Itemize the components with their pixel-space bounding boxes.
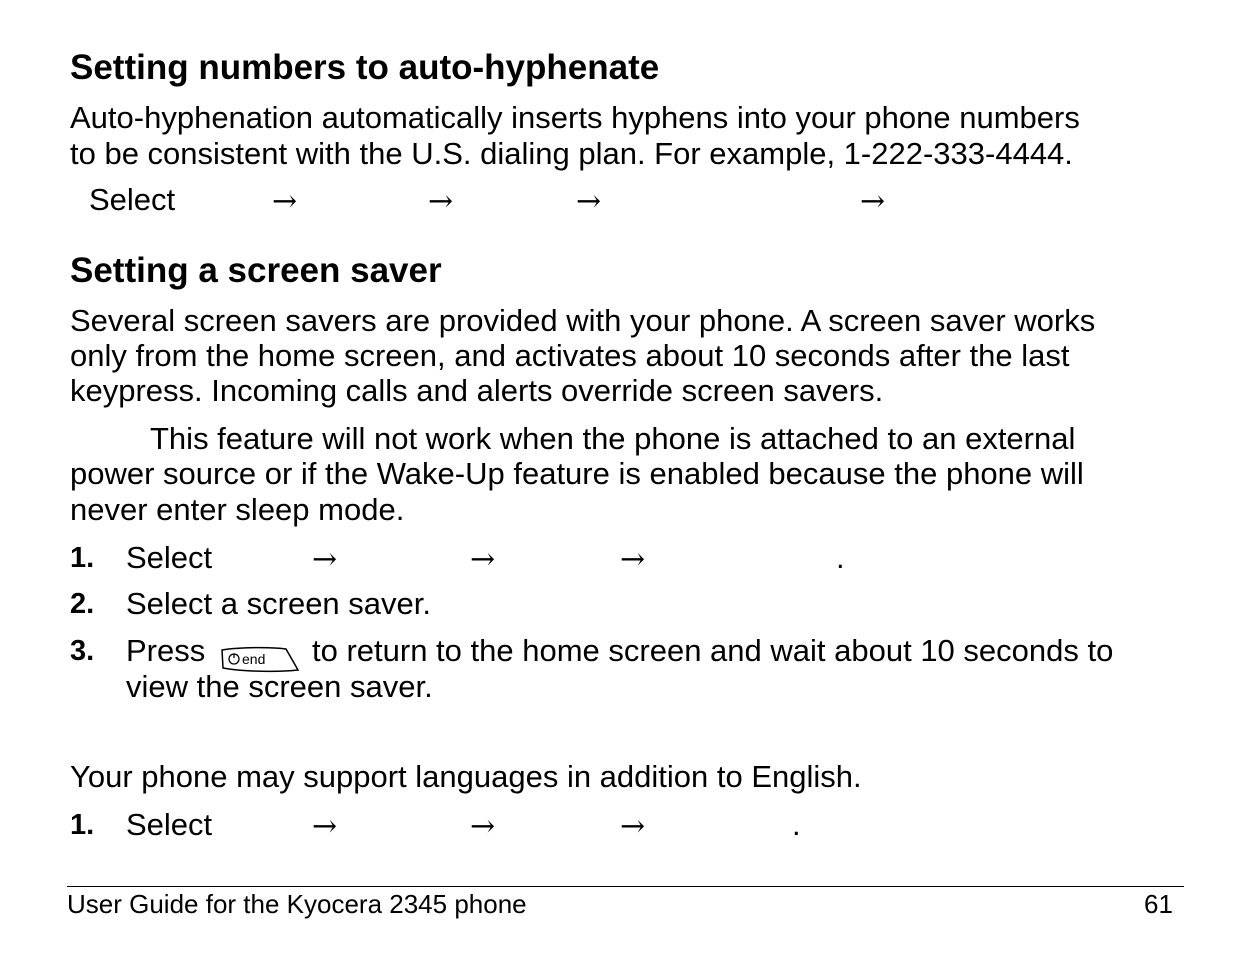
screensaver-note-line-2: power source or if the Wake-Up feature is enabled because the phone will xyxy=(70,456,1084,491)
screensaver-step-1-period: . xyxy=(836,540,845,575)
autohyphen-paragraph-line-2: to be consistent with the U.S. dialing plan. For example, 1-222-333-4444. xyxy=(70,136,1073,171)
footer-divider xyxy=(67,886,1184,887)
screensaver-paragraph-line-3: keypress. Incoming calls and alerts override screen savers. xyxy=(70,373,884,408)
autohyphen-arrow-1: → xyxy=(272,184,298,219)
screensaver-step-2-label: Select a screen saver. xyxy=(126,586,431,621)
screensaver-step-1-arrow-3: → xyxy=(620,542,646,577)
language-step-1-label: Select xyxy=(126,807,213,842)
screensaver-step-1-arrow-2: → xyxy=(470,542,496,577)
language-step-1-arrow-3: → xyxy=(620,809,646,844)
screensaver-note-line-1: This feature will not work when the phone is attached to an external xyxy=(150,421,1076,456)
screensaver-step-1-label: Select xyxy=(126,540,213,575)
autohyphen-arrow-4: → xyxy=(860,184,886,219)
autohyphen-paragraph-line-1: Auto-hyphenation automatically inserts hyphens into your phone numbers xyxy=(70,100,1080,135)
screensaver-paragraph-line-1: Several screen savers are provided with your phone. A screen saver works xyxy=(70,303,1096,338)
svg-text:end: end xyxy=(242,651,266,667)
autohyphen-arrow-3: → xyxy=(576,184,602,219)
language-step-1-number: 1. xyxy=(70,809,95,841)
footer-page-number: 61 xyxy=(1144,889,1173,919)
language-step-1-period: . xyxy=(792,807,801,842)
screensaver-step-3-label-after: to return to the home screen and wait about 10 seconds to xyxy=(312,633,1114,668)
footer-title: User Guide for the Kyocera 2345 phone xyxy=(67,889,527,919)
screensaver-step-3-label-before: Press xyxy=(126,633,206,668)
screensaver-step-1-arrow-1: → xyxy=(312,542,338,577)
autohyphen-arrow-2: → xyxy=(428,184,454,219)
autohyphen-select-label: Select xyxy=(89,182,176,217)
screensaver-paragraph-line-2: only from the home screen, and activates about 10 seconds after the last xyxy=(70,338,1070,373)
screensaver-step-3-number: 3. xyxy=(70,635,95,667)
language-step-1-arrow-2: → xyxy=(470,809,496,844)
section-heading-screensaver: Setting a screen saver xyxy=(70,251,442,290)
screensaver-note-line-3: never enter sleep mode. xyxy=(70,492,405,527)
screensaver-step-2-number: 2. xyxy=(70,588,95,620)
screensaver-step-1-number: 1. xyxy=(70,542,95,574)
screensaver-step-3-line-2: view the screen saver. xyxy=(126,669,433,704)
section-heading-autohyphen: Setting numbers to auto-hyphenate xyxy=(70,48,660,87)
language-step-1-arrow-1: → xyxy=(312,809,338,844)
language-paragraph: Your phone may support languages in addition to English. xyxy=(70,759,862,794)
